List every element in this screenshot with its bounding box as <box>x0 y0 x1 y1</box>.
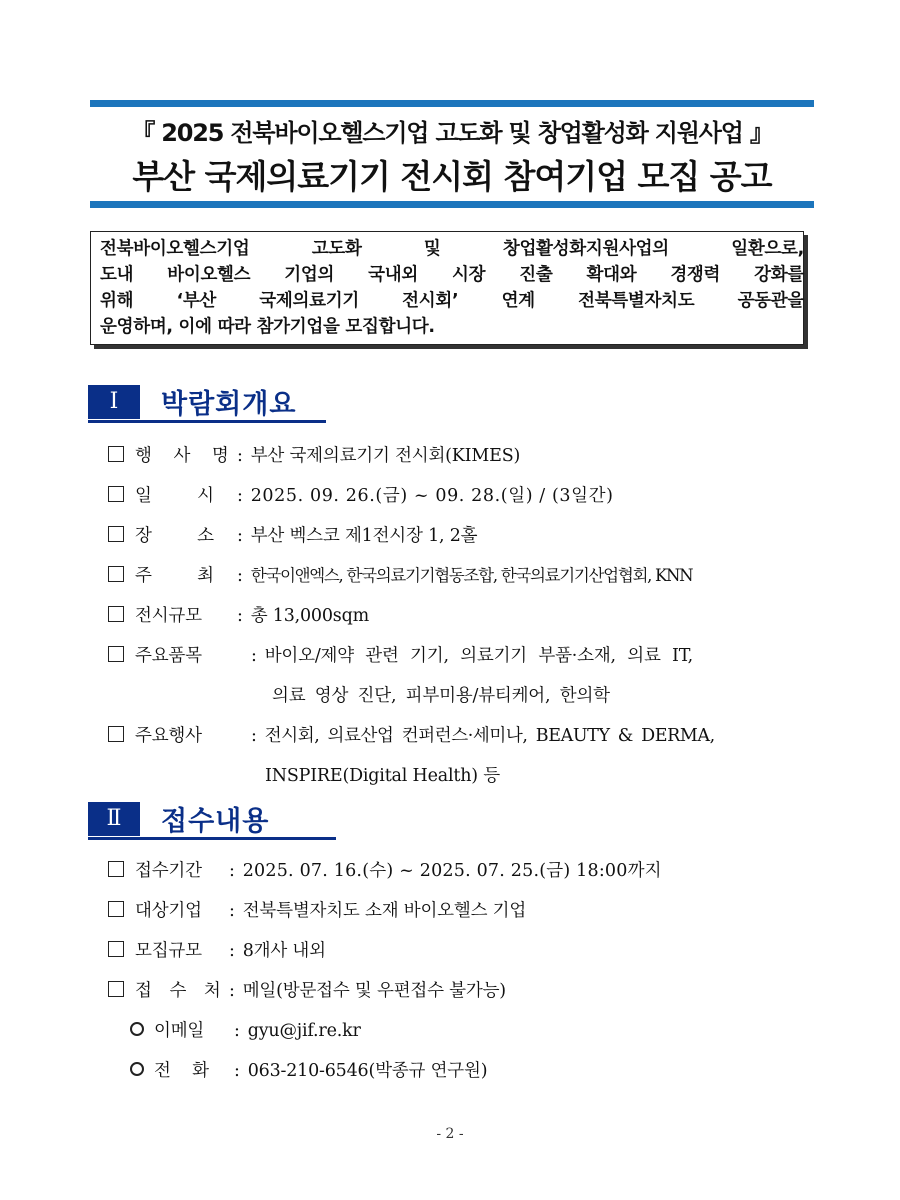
overview-row-date: 일 시 : 2025. 09. 26.(금) ~ 09. 28.(일) / (3일간) <box>108 482 614 507</box>
application-row-period: 접수기간 : 2025. 07. 16.(수) ~ 2025. 07. 25.(금) 18:00까지 <box>108 857 662 882</box>
contact-row-email: 이메일 : gyu@jif.re.kr <box>130 1017 361 1042</box>
checkbox-square-icon <box>108 981 124 997</box>
section-underline <box>88 837 336 840</box>
overview-row-venue: 장 소 : 부산 벡스코 제1전시장 1, 2홀 <box>108 522 477 547</box>
intro-line-1: 전북바이오헬스기업 고도화 및 창업활성화지원사업의 일환으로, <box>100 239 804 259</box>
title-bottom-bar <box>90 201 814 208</box>
checkbox-square-icon <box>108 901 124 917</box>
checkbox-square-icon <box>108 486 124 502</box>
overview-row-items-cont: 의료 영상 진단, 피부미용/뷰티케어, 한의학 <box>272 686 610 706</box>
intro-line-4: 운영하며, 이에 따라 참가기업을 모집합니다. <box>100 317 435 337</box>
circle-bullet-icon <box>130 1062 144 1076</box>
overview-row-scale: 전시규모 : 총 13,000sqm <box>108 602 369 627</box>
checkbox-square-icon <box>108 526 124 542</box>
checkbox-square-icon <box>108 646 124 662</box>
overview-row-items: 주요품목 : 바이오/제약 관련 기기, 의료기기 부품·소재, 의료 IT, <box>108 642 693 667</box>
checkbox-square-icon <box>108 726 124 742</box>
overview-row-events-cont: INSPIRE(Digital Health) 등 <box>265 766 500 786</box>
page-number: - 2 - <box>436 1126 464 1142</box>
overview-row-host: 주 최 : 한국이앤엑스, 한국의료기기협동조합, 한국의료기기산업협회, KNN <box>108 562 692 587</box>
checkbox-square-icon <box>108 941 124 957</box>
application-row-submit: 접 수 처 : 메일(방문접수 및 우편접수 불가능) <box>108 977 506 1002</box>
section-number: Ⅱ <box>88 802 140 836</box>
section-title: 접수내용 <box>161 806 270 837</box>
section-underline <box>88 420 326 423</box>
section-title: 박람회개요 <box>161 389 297 420</box>
application-row-target: 대상기업 : 전북특별자치도 소재 바이오헬스 기업 <box>108 897 526 922</box>
application-row-quota: 모집규모 : 8개사 내외 <box>108 937 326 962</box>
section-number: Ⅰ <box>88 385 140 419</box>
page-title: 부산 국제의료기기 전시회 참여기업 모집 공고 <box>132 157 772 196</box>
checkbox-square-icon <box>108 606 124 622</box>
intro-line-2: 도내 바이오헬스 기업의 국내외 시장 진출 확대와 경쟁력 강화를 <box>100 265 804 285</box>
circle-bullet-icon <box>130 1022 144 1036</box>
checkbox-square-icon <box>108 861 124 877</box>
title-line-1: 『 2025 전북바이오헬스기업 고도화 및 창업활성화 지원사업 』 <box>131 119 773 147</box>
title-top-bar <box>90 100 814 107</box>
contact-row-phone: 전 화 : 063-210-6546(박종규 연구원) <box>130 1057 487 1082</box>
checkbox-square-icon <box>108 566 124 582</box>
overview-row-events: 주요행사 : 전시회, 의료산업 컨퍼런스·세미나, BEAUTY & DERMA, <box>108 722 715 747</box>
intro-line-3: 위해 ‘부산 국제의료기기 전시회’ 연계 전북특별자치도 공동관을 <box>100 291 804 311</box>
overview-row-name: 행 사 명: 부산 국제의료기기 전시회(KIMES) <box>108 442 520 467</box>
checkbox-square-icon <box>108 446 124 462</box>
